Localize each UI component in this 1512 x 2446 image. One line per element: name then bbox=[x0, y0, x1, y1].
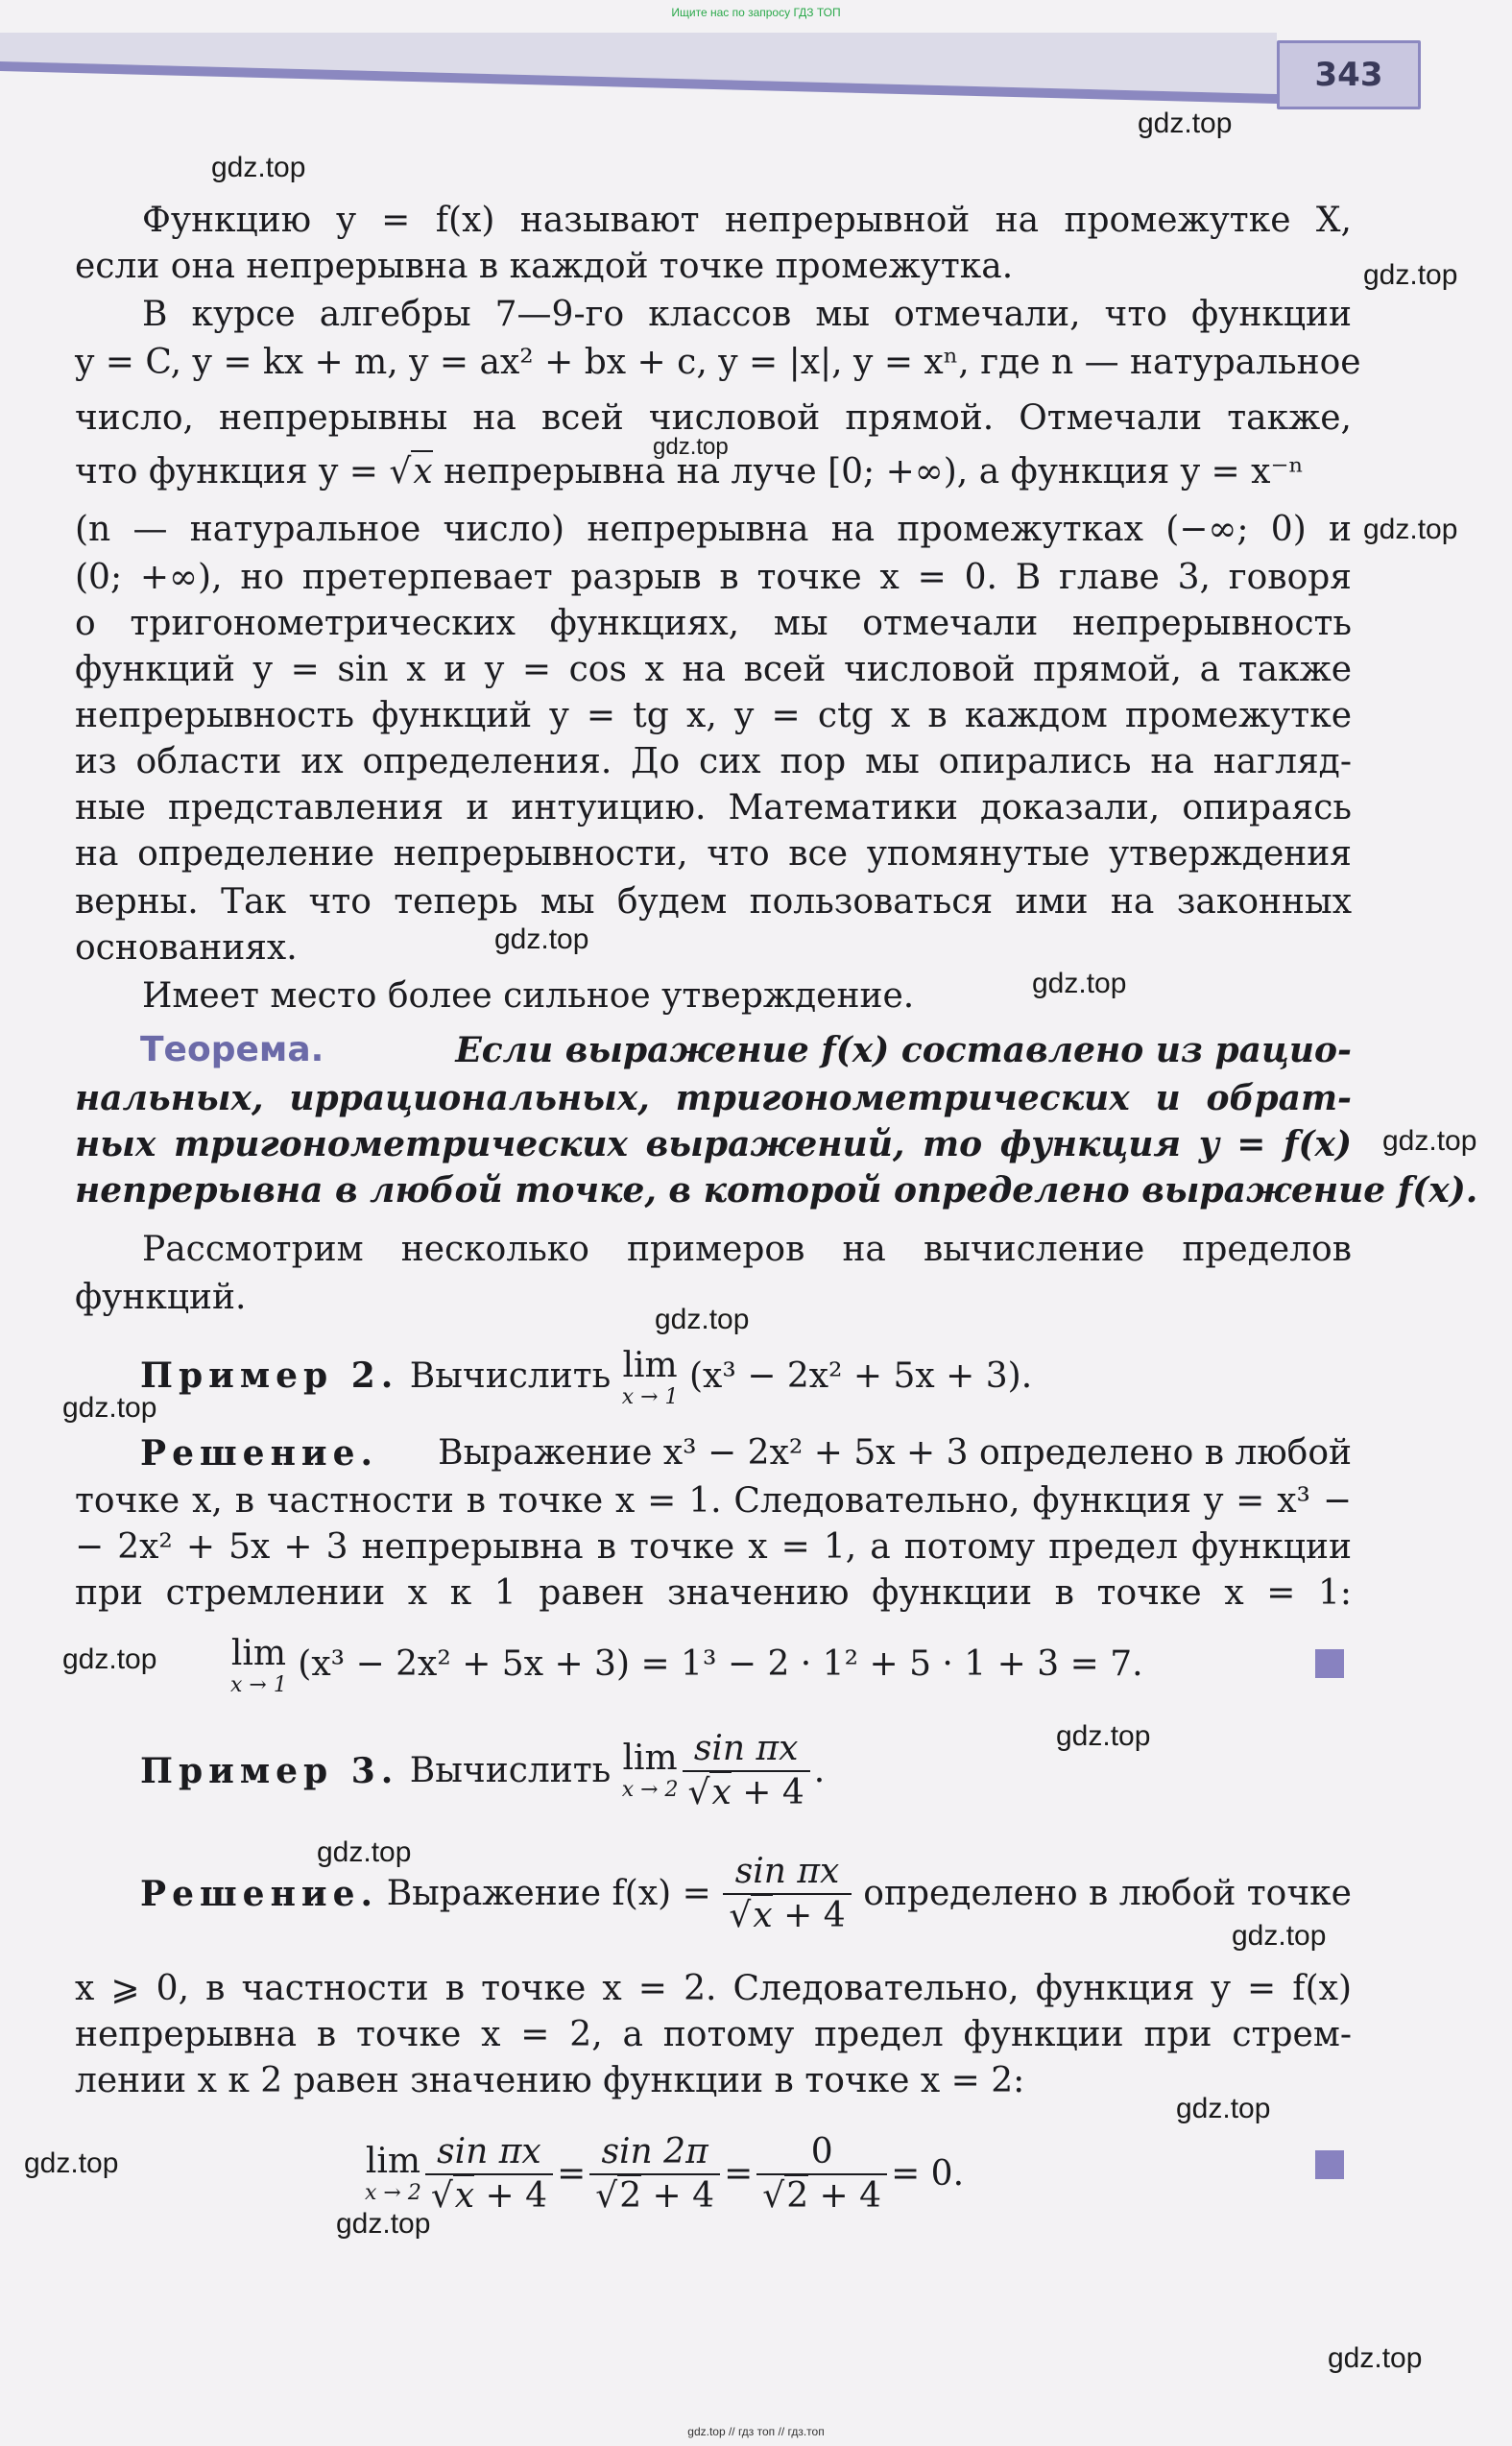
equals-sign: = bbox=[557, 2154, 587, 2194]
example-2-line bbox=[75, 1346, 1417, 1409]
formula-2 bbox=[365, 2117, 1229, 2232]
watermark: gdz.top bbox=[1363, 259, 1458, 291]
watermark: gdz.top bbox=[1232, 1920, 1327, 1952]
text-segment: Выражение x³ − 2x² + 5x + 3 определено в любой bbox=[438, 1433, 1352, 1473]
fraction: $\frac{\sin 2\pi}{√2 + 4}$ bbox=[589, 2131, 720, 2218]
limit-symbol: lim x → 1 bbox=[621, 1346, 679, 1409]
text-segment: что функция y = bbox=[75, 452, 390, 492]
watermark: gdz.top bbox=[1382, 1125, 1477, 1157]
end-of-solution-marker bbox=[1315, 1649, 1344, 1678]
text-line: ные представления и интуицию. Математики доказали, опираясь bbox=[75, 788, 1352, 827]
solution-label: Решение. bbox=[140, 1874, 379, 1914]
text-segment: . bbox=[813, 1751, 826, 1790]
text-segment: определено в любой точке bbox=[863, 1874, 1352, 1913]
solution-label: Решение. bbox=[140, 1433, 379, 1474]
fraction: $\frac{0}{√2 + 4}$ bbox=[756, 2131, 887, 2218]
text-segment: x bbox=[413, 452, 433, 492]
fraction: $\frac{\text{sin πx}}{√x + 4}$ bbox=[723, 1851, 851, 1937]
watermark: gdz.top bbox=[24, 2147, 119, 2179]
formula-1 bbox=[230, 1634, 1248, 1697]
example-label: Пример 2. bbox=[140, 1355, 399, 1396]
top-banner-note: Ищите нас по запросу ГДЗ ТОП bbox=[671, 6, 841, 19]
text-line: точке x, в частности в точке x = 1. Следовательно, функция y = x³ − bbox=[75, 1481, 1352, 1521]
text-line: y = C, y = kx + m, y = ax² + bx + c, y = |x|, y = xⁿ, где n — натуральное bbox=[75, 343, 1361, 382]
text-line: из области их определения. До сих пор мы опирались на нагляд- bbox=[75, 742, 1352, 781]
watermark: gdz.top bbox=[1328, 2342, 1423, 2374]
limit-symbol: lim x → 1 bbox=[230, 1634, 287, 1697]
text-line: (n — натуральное число) непрерывна на промежутках (−∞; 0) и bbox=[75, 510, 1352, 549]
theorem-line: нальных, иррациональных, тригонометрических и обрат- bbox=[75, 1078, 1352, 1118]
watermark: gdz.top bbox=[653, 434, 729, 460]
text-segment: (x³ − 2x² + 5x + 3). bbox=[688, 1356, 1033, 1396]
text-segment: Выражение f(x) = bbox=[386, 1874, 711, 1913]
bottom-banner-note: gdz.top // гдз топ // гдз.топ bbox=[687, 2425, 825, 2438]
sqrt-symbol: √ bbox=[389, 452, 412, 492]
limit-symbol: lim x → 2 bbox=[365, 2142, 421, 2205]
text-segment: непрерывна на луче [0; +∞), а функция y = x⁻ⁿ bbox=[432, 452, 1305, 492]
example-3-line bbox=[75, 1718, 1417, 1824]
text-line: основаниях. bbox=[75, 928, 298, 968]
example-label: Пример 3. bbox=[140, 1751, 399, 1791]
text-line: верны. Так что теперь мы будем пользоваться ими на законных bbox=[75, 882, 1352, 922]
text-line: (0; +∞), но претерпевает разрыв в точке x = 0. В главе 3, говоря bbox=[75, 558, 1352, 597]
end-of-solution-marker bbox=[1315, 2150, 1344, 2179]
watermark: gdz.top bbox=[62, 1643, 157, 1675]
formula-text: = 0. bbox=[891, 2154, 965, 2194]
text-line: − 2x² + 5x + 3 непрерывна в точке x = 1, а потому предел функции bbox=[75, 1527, 1352, 1567]
text-segment: Если выражение f(x) составлено из рацио- bbox=[455, 1030, 1352, 1070]
watermark: gdz.top bbox=[1032, 968, 1127, 999]
solution-line bbox=[75, 1432, 1352, 1475]
text-line: непрерывность функций y = tg x, y = ctg x в каждом промежутке bbox=[75, 696, 1352, 735]
theorem-line bbox=[75, 1029, 1352, 1071]
theorem-title: Теорема. bbox=[140, 1030, 324, 1069]
text-line: функций y = sin x и y = cos x на всей числовой прямой, а также bbox=[75, 650, 1352, 689]
solution-line bbox=[75, 1841, 1352, 1947]
watermark: gdz.top bbox=[62, 1392, 157, 1424]
formula-text: (x³ − 2x² + 5x + 3) = 1³ − 2 · 1² + 5 · 1 + 3 = 7. bbox=[298, 1644, 1143, 1684]
page-number: 343 bbox=[1277, 40, 1421, 109]
text-line: непрерывна в точке x = 2, а потому предел функции при стрем- bbox=[75, 2015, 1352, 2054]
text-line: при стремлении x к 1 равен значению функции в точке x = 1: bbox=[75, 1573, 1352, 1613]
watermark: gdz.top bbox=[655, 1304, 750, 1335]
text-line: Рассмотрим несколько примеров на вычисление пределов bbox=[142, 1230, 1352, 1269]
theorem-line: ных тригонометрических выражений, то функция y = f(x) bbox=[75, 1124, 1352, 1164]
text-line: функций. bbox=[75, 1278, 247, 1317]
text-line: если она непрерывна в каждой точке промежутка. bbox=[75, 247, 1014, 286]
watermark: gdz.top bbox=[1176, 2093, 1271, 2124]
watermark: gdz.top bbox=[494, 923, 589, 955]
fraction: $\frac{\text{sin πx}}{√x + 4}$ bbox=[683, 1728, 810, 1814]
header-band bbox=[0, 33, 1277, 104]
text-segment: Вычислить bbox=[409, 1356, 612, 1396]
text-line: Имеет место более сильное утверждение. bbox=[142, 976, 915, 1016]
watermark: gdz.top bbox=[211, 152, 306, 183]
watermark: gdz.top bbox=[1056, 1720, 1151, 1752]
text-line: число, непрерывны на всей числовой прямой. Отмечали также, bbox=[75, 398, 1352, 438]
text-segment: Вычислить bbox=[409, 1751, 612, 1790]
text-line: лении x к 2 равен значению функции в точке x = 2: bbox=[75, 2061, 1025, 2100]
equals-sign: = bbox=[724, 2154, 754, 2194]
watermark: gdz.top bbox=[1363, 514, 1458, 545]
text-line: Функцию y = f(x) называют непрерывной на промежутке X, bbox=[142, 201, 1352, 240]
text-line: x ⩾ 0, в частности в точке x = 2. Следовательно, функция y = f(x) bbox=[75, 1969, 1352, 2008]
theorem-line: непрерывна в любой точке, в которой определено выражение f(x). bbox=[75, 1170, 1478, 1211]
watermark: gdz.top bbox=[1138, 108, 1233, 139]
text-line bbox=[75, 451, 1352, 493]
text-line: на определение непрерывности, что все упомянутые утверждения bbox=[75, 834, 1352, 874]
limit-symbol: lim x → 2 bbox=[621, 1739, 679, 1802]
text-line: В курсе алгебры 7—9-го классов мы отмечали, что функции bbox=[142, 295, 1352, 334]
text-line: о тригонометрических функциях, мы отмечали непрерывность bbox=[75, 604, 1352, 643]
fraction: $\frac{\text{sin πx}}{√x + 4}$ bbox=[425, 2131, 553, 2218]
watermark: gdz.top bbox=[317, 1836, 412, 1868]
watermark: gdz.top bbox=[336, 2208, 431, 2240]
